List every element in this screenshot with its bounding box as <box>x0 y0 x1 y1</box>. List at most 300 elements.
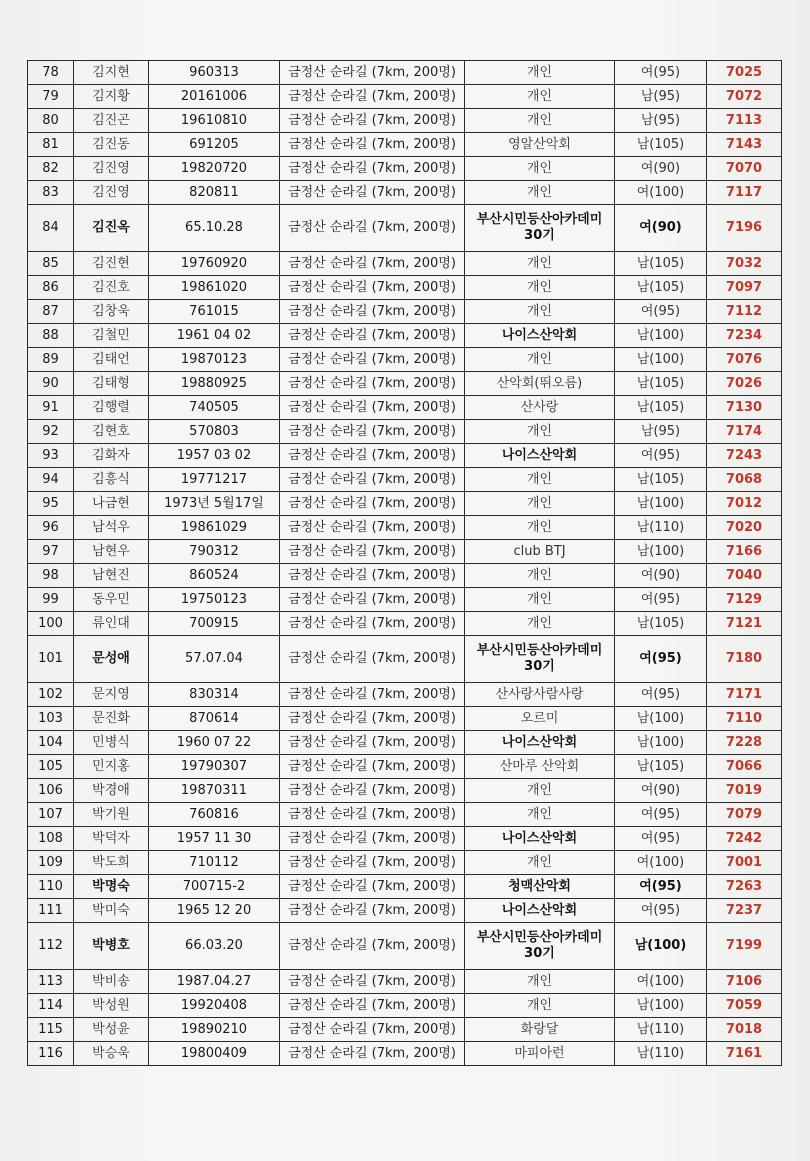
row-number: 107 <box>28 803 74 827</box>
club-name: 부산시민등산아카데미 30기 <box>465 923 615 970</box>
bib-number: 7019 <box>707 779 782 803</box>
birth-date: 19610810 <box>149 109 280 133</box>
table-row <box>28 779 782 803</box>
bib-number: 7243 <box>707 444 782 468</box>
shirt-size: 남(105) <box>615 755 707 779</box>
course-name: 금정산 순라길 (7km, 200명) <box>280 468 465 492</box>
row-number: 116 <box>28 1042 74 1066</box>
shirt-size: 여(95) <box>615 636 707 683</box>
row-number: 83 <box>28 181 74 205</box>
club-name: 개인 <box>465 803 615 827</box>
birth-date: 19790307 <box>149 755 280 779</box>
row-number: 98 <box>28 564 74 588</box>
table-row <box>28 396 782 420</box>
course-name: 금정산 순라길 (7km, 200명) <box>280 372 465 396</box>
course-name: 금정산 순라길 (7km, 200명) <box>280 444 465 468</box>
birth-date: 820811 <box>149 181 280 205</box>
table-row <box>28 205 782 252</box>
participant-name: 문진화 <box>74 707 149 731</box>
shirt-size: 여(100) <box>615 181 707 205</box>
club-name: 개인 <box>465 348 615 372</box>
participant-name: 김진현 <box>74 252 149 276</box>
course-name: 금정산 순라길 (7km, 200명) <box>280 827 465 851</box>
bib-number: 7079 <box>707 803 782 827</box>
participant-name: 김태형 <box>74 372 149 396</box>
table-row <box>28 564 782 588</box>
birth-date: 19870311 <box>149 779 280 803</box>
birth-date: 66.03.20 <box>149 923 280 970</box>
shirt-size: 여(95) <box>615 300 707 324</box>
row-number: 81 <box>28 133 74 157</box>
club-name: 개인 <box>465 851 615 875</box>
club-name: 나이스산악회 <box>465 731 615 755</box>
row-number: 91 <box>28 396 74 420</box>
shirt-size: 여(95) <box>615 803 707 827</box>
bib-number: 7001 <box>707 851 782 875</box>
table-row <box>28 252 782 276</box>
row-number: 110 <box>28 875 74 899</box>
shirt-size: 남(95) <box>615 109 707 133</box>
table-row <box>28 420 782 444</box>
bib-number: 7180 <box>707 636 782 683</box>
course-name: 금정산 순라길 (7km, 200명) <box>280 324 465 348</box>
table-row <box>28 1018 782 1042</box>
club-name: 개인 <box>465 420 615 444</box>
participant-name: 동우민 <box>74 588 149 612</box>
participant-name: 나금현 <box>74 492 149 516</box>
shirt-size: 남(100) <box>615 923 707 970</box>
table-row <box>28 994 782 1018</box>
birth-date: 19771217 <box>149 468 280 492</box>
bib-number: 7129 <box>707 588 782 612</box>
club-name: 산사랑 <box>465 396 615 420</box>
table-row <box>28 923 782 970</box>
table-row <box>28 133 782 157</box>
club-name: 개인 <box>465 157 615 181</box>
row-number: 114 <box>28 994 74 1018</box>
bib-number: 7196 <box>707 205 782 252</box>
bib-number: 7171 <box>707 683 782 707</box>
club-name: 개인 <box>465 564 615 588</box>
table-row <box>28 875 782 899</box>
table-row <box>28 636 782 683</box>
bib-number: 7199 <box>707 923 782 970</box>
club-name: 개인 <box>465 468 615 492</box>
shirt-size: 여(95) <box>615 875 707 899</box>
course-name: 금정산 순라길 (7km, 200명) <box>280 707 465 731</box>
club-name: 부산시민등산아카데미 30기 <box>465 205 615 252</box>
course-name: 금정산 순라길 (7km, 200명) <box>280 516 465 540</box>
shirt-size: 여(100) <box>615 851 707 875</box>
bib-number: 7018 <box>707 1018 782 1042</box>
participant-name: 김현호 <box>74 420 149 444</box>
course-name: 금정산 순라길 (7km, 200명) <box>280 492 465 516</box>
bib-number: 7166 <box>707 540 782 564</box>
row-number: 103 <box>28 707 74 731</box>
shirt-size: 남(100) <box>615 324 707 348</box>
club-name: 나이스산악회 <box>465 324 615 348</box>
participant-name: 박미숙 <box>74 899 149 923</box>
shirt-size: 남(105) <box>615 276 707 300</box>
row-number: 90 <box>28 372 74 396</box>
club-name: 개인 <box>465 252 615 276</box>
participant-name: 박기원 <box>74 803 149 827</box>
birth-date: 57.07.04 <box>149 636 280 683</box>
participant-name: 김진영 <box>74 181 149 205</box>
course-name: 금정산 순라길 (7km, 200명) <box>280 396 465 420</box>
birth-date: 19760920 <box>149 252 280 276</box>
bib-number: 7012 <box>707 492 782 516</box>
bib-number: 7263 <box>707 875 782 899</box>
club-name: 나이스산악회 <box>465 827 615 851</box>
course-name: 금정산 순라길 (7km, 200명) <box>280 85 465 109</box>
row-number: 78 <box>28 61 74 85</box>
club-name: 개인 <box>465 588 615 612</box>
participant-table-body <box>28 61 782 1066</box>
club-name: 개인 <box>465 994 615 1018</box>
row-number: 113 <box>28 970 74 994</box>
row-number: 88 <box>28 324 74 348</box>
birth-date: 1973년 5월17일 <box>149 492 280 516</box>
bib-number: 7066 <box>707 755 782 779</box>
table-row <box>28 707 782 731</box>
shirt-size: 여(90) <box>615 205 707 252</box>
participant-name: 김진옥 <box>74 205 149 252</box>
table-row <box>28 612 782 636</box>
course-name: 금정산 순라길 (7km, 200명) <box>280 588 465 612</box>
course-name: 금정산 순라길 (7km, 200명) <box>280 181 465 205</box>
shirt-size: 남(110) <box>615 1018 707 1042</box>
table-row <box>28 803 782 827</box>
row-number: 92 <box>28 420 74 444</box>
course-name: 금정산 순라길 (7km, 200명) <box>280 564 465 588</box>
club-name: 나이스산악회 <box>465 444 615 468</box>
birth-date: 19750123 <box>149 588 280 612</box>
course-name: 금정산 순라길 (7km, 200명) <box>280 540 465 564</box>
bib-number: 7110 <box>707 707 782 731</box>
club-name: 산사랑사람사랑 <box>465 683 615 707</box>
birth-date: 20161006 <box>149 85 280 109</box>
bib-number: 7130 <box>707 396 782 420</box>
course-name: 금정산 순라길 (7km, 200명) <box>280 923 465 970</box>
club-name: 개인 <box>465 779 615 803</box>
table-row <box>28 300 782 324</box>
course-name: 금정산 순라길 (7km, 200명) <box>280 731 465 755</box>
club-name: 개인 <box>465 61 615 85</box>
shirt-size: 남(100) <box>615 348 707 372</box>
shirt-size: 여(95) <box>615 827 707 851</box>
birth-date: 19861020 <box>149 276 280 300</box>
participant-name: 김진호 <box>74 276 149 300</box>
birth-date: 19800409 <box>149 1042 280 1066</box>
club-name: 개인 <box>465 970 615 994</box>
shirt-size: 남(95) <box>615 85 707 109</box>
table-row <box>28 683 782 707</box>
birth-date: 19861029 <box>149 516 280 540</box>
course-name: 금정산 순라길 (7km, 200명) <box>280 970 465 994</box>
row-number: 109 <box>28 851 74 875</box>
shirt-size: 남(95) <box>615 420 707 444</box>
course-name: 금정산 순라길 (7km, 200명) <box>280 109 465 133</box>
course-name: 금정산 순라길 (7km, 200명) <box>280 683 465 707</box>
birth-date: 700715-2 <box>149 875 280 899</box>
course-name: 금정산 순라길 (7km, 200명) <box>280 803 465 827</box>
course-name: 금정산 순라길 (7km, 200명) <box>280 157 465 181</box>
participant-name: 김철민 <box>74 324 149 348</box>
course-name: 금정산 순라길 (7km, 200명) <box>280 899 465 923</box>
participant-name: 민병식 <box>74 731 149 755</box>
participant-name: 박성윤 <box>74 1018 149 1042</box>
participant-name: 김진동 <box>74 133 149 157</box>
row-number: 82 <box>28 157 74 181</box>
row-number: 87 <box>28 300 74 324</box>
table-row <box>28 516 782 540</box>
participant-name: 박성원 <box>74 994 149 1018</box>
course-name: 금정산 순라길 (7km, 200명) <box>280 300 465 324</box>
bib-number: 7025 <box>707 61 782 85</box>
club-name: 산악회(뛰오름) <box>465 372 615 396</box>
club-name: 영알산악회 <box>465 133 615 157</box>
row-number: 86 <box>28 276 74 300</box>
birth-date: 830314 <box>149 683 280 707</box>
course-name: 금정산 순라길 (7km, 200명) <box>280 994 465 1018</box>
shirt-size: 여(90) <box>615 564 707 588</box>
bib-number: 7121 <box>707 612 782 636</box>
bib-number: 7032 <box>707 252 782 276</box>
bib-number: 7161 <box>707 1042 782 1066</box>
course-name: 금정산 순라길 (7km, 200명) <box>280 420 465 444</box>
course-name: 금정산 순라길 (7km, 200명) <box>280 755 465 779</box>
row-number: 111 <box>28 899 74 923</box>
row-number: 95 <box>28 492 74 516</box>
bib-number: 7174 <box>707 420 782 444</box>
bib-number: 7242 <box>707 827 782 851</box>
course-name: 금정산 순라길 (7km, 200명) <box>280 276 465 300</box>
birth-date: 1957 03 02 <box>149 444 280 468</box>
club-name: 청맥산악회 <box>465 875 615 899</box>
birth-date: 1965 12 20 <box>149 899 280 923</box>
row-number: 112 <box>28 923 74 970</box>
course-name: 금정산 순라길 (7km, 200명) <box>280 851 465 875</box>
birth-date: 19880925 <box>149 372 280 396</box>
shirt-size: 여(95) <box>615 444 707 468</box>
birth-date: 691205 <box>149 133 280 157</box>
participant-table <box>27 60 782 1066</box>
table-row <box>28 540 782 564</box>
row-number: 94 <box>28 468 74 492</box>
participant-name: 남현우 <box>74 540 149 564</box>
participant-name: 김진영 <box>74 157 149 181</box>
table-row <box>28 157 782 181</box>
club-name: 개인 <box>465 109 615 133</box>
row-number: 79 <box>28 85 74 109</box>
bib-number: 7072 <box>707 85 782 109</box>
table-row <box>28 444 782 468</box>
row-number: 85 <box>28 252 74 276</box>
participant-name: 박명숙 <box>74 875 149 899</box>
participant-name: 김태언 <box>74 348 149 372</box>
table-row <box>28 324 782 348</box>
table-row <box>28 899 782 923</box>
bib-number: 7112 <box>707 300 782 324</box>
participant-name: 김지황 <box>74 85 149 109</box>
table-row <box>28 731 782 755</box>
birth-date: 761015 <box>149 300 280 324</box>
shirt-size: 여(95) <box>615 899 707 923</box>
participant-name: 남석우 <box>74 516 149 540</box>
club-name: 산마루 산악회 <box>465 755 615 779</box>
participant-name: 김진곤 <box>74 109 149 133</box>
row-number: 108 <box>28 827 74 851</box>
participant-name: 문성애 <box>74 636 149 683</box>
club-name: 개인 <box>465 181 615 205</box>
shirt-size: 남(110) <box>615 516 707 540</box>
table-row <box>28 755 782 779</box>
row-number: 84 <box>28 205 74 252</box>
shirt-size: 남(100) <box>615 994 707 1018</box>
birth-date: 870614 <box>149 707 280 731</box>
course-name: 금정산 순라길 (7km, 200명) <box>280 1042 465 1066</box>
shirt-size: 여(100) <box>615 970 707 994</box>
birth-date: 570803 <box>149 420 280 444</box>
shirt-size: 여(95) <box>615 588 707 612</box>
shirt-size: 남(110) <box>615 1042 707 1066</box>
birth-date: 19890210 <box>149 1018 280 1042</box>
table-row <box>28 1042 782 1066</box>
participant-name: 남현진 <box>74 564 149 588</box>
participant-name: 박병호 <box>74 923 149 970</box>
participant-name: 김흥식 <box>74 468 149 492</box>
club-name: 나이스산악회 <box>465 899 615 923</box>
table-row <box>28 276 782 300</box>
club-name: 개인 <box>465 612 615 636</box>
birth-date: 1987.04.27 <box>149 970 280 994</box>
course-name: 금정산 순라길 (7km, 200명) <box>280 779 465 803</box>
row-number: 93 <box>28 444 74 468</box>
bib-number: 7234 <box>707 324 782 348</box>
participant-name: 류인대 <box>74 612 149 636</box>
shirt-size: 여(95) <box>615 683 707 707</box>
course-name: 금정산 순라길 (7km, 200명) <box>280 205 465 252</box>
row-number: 105 <box>28 755 74 779</box>
shirt-size: 남(105) <box>615 133 707 157</box>
table-row <box>28 181 782 205</box>
club-name: 개인 <box>465 85 615 109</box>
shirt-size: 남(100) <box>615 540 707 564</box>
course-name: 금정산 순라길 (7km, 200명) <box>280 1018 465 1042</box>
row-number: 89 <box>28 348 74 372</box>
row-number: 96 <box>28 516 74 540</box>
table-row <box>28 372 782 396</box>
birth-date: 700915 <box>149 612 280 636</box>
table-row <box>28 61 782 85</box>
bib-number: 7106 <box>707 970 782 994</box>
row-number: 99 <box>28 588 74 612</box>
birth-date: 710112 <box>149 851 280 875</box>
participant-name: 박승욱 <box>74 1042 149 1066</box>
course-name: 금정산 순라길 (7km, 200명) <box>280 348 465 372</box>
bib-number: 7113 <box>707 109 782 133</box>
bib-number: 7237 <box>707 899 782 923</box>
birth-date: 1961 04 02 <box>149 324 280 348</box>
shirt-size: 남(105) <box>615 372 707 396</box>
participant-name: 김화자 <box>74 444 149 468</box>
table-row <box>28 85 782 109</box>
bib-number: 7026 <box>707 372 782 396</box>
participant-name: 문지영 <box>74 683 149 707</box>
shirt-size: 남(100) <box>615 731 707 755</box>
table-row <box>28 588 782 612</box>
shirt-size: 남(100) <box>615 707 707 731</box>
club-name: club BTJ <box>465 540 615 564</box>
table-row <box>28 468 782 492</box>
table-row <box>28 970 782 994</box>
birth-date: 790312 <box>149 540 280 564</box>
club-name: 화랑달 <box>465 1018 615 1042</box>
birth-date: 760816 <box>149 803 280 827</box>
participant-name: 박경애 <box>74 779 149 803</box>
bib-number: 7070 <box>707 157 782 181</box>
bib-number: 7040 <box>707 564 782 588</box>
table-row <box>28 109 782 133</box>
club-name: 개인 <box>465 516 615 540</box>
participant-name: 박비송 <box>74 970 149 994</box>
bib-number: 7143 <box>707 133 782 157</box>
bib-number: 7068 <box>707 468 782 492</box>
shirt-size: 남(105) <box>615 468 707 492</box>
shirt-size: 남(100) <box>615 492 707 516</box>
birth-date: 19870123 <box>149 348 280 372</box>
row-number: 100 <box>28 612 74 636</box>
club-name: 오르미 <box>465 707 615 731</box>
birth-date: 960313 <box>149 61 280 85</box>
row-number: 102 <box>28 683 74 707</box>
shirt-size: 여(95) <box>615 61 707 85</box>
row-number: 80 <box>28 109 74 133</box>
birth-date: 1960 07 22 <box>149 731 280 755</box>
birth-date: 740505 <box>149 396 280 420</box>
participant-name: 김행렬 <box>74 396 149 420</box>
club-name: 마피아런 <box>465 1042 615 1066</box>
participant-name: 박덕자 <box>74 827 149 851</box>
shirt-size: 여(90) <box>615 157 707 181</box>
bib-number: 7097 <box>707 276 782 300</box>
participant-name: 민지홍 <box>74 755 149 779</box>
row-number: 104 <box>28 731 74 755</box>
participant-name: 김창욱 <box>74 300 149 324</box>
table-row <box>28 827 782 851</box>
shirt-size: 여(90) <box>615 779 707 803</box>
course-name: 금정산 순라길 (7km, 200명) <box>280 61 465 85</box>
shirt-size: 남(105) <box>615 396 707 420</box>
course-name: 금정산 순라길 (7km, 200명) <box>280 875 465 899</box>
course-name: 금정산 순라길 (7km, 200명) <box>280 636 465 683</box>
birth-date: 65.10.28 <box>149 205 280 252</box>
club-name: 개인 <box>465 276 615 300</box>
table-row <box>28 492 782 516</box>
row-number: 97 <box>28 540 74 564</box>
bib-number: 7059 <box>707 994 782 1018</box>
participant-name: 김지현 <box>74 61 149 85</box>
club-name: 개인 <box>465 300 615 324</box>
bib-number: 7020 <box>707 516 782 540</box>
shirt-size: 남(105) <box>615 252 707 276</box>
row-number: 115 <box>28 1018 74 1042</box>
birth-date: 19920408 <box>149 994 280 1018</box>
table-row <box>28 348 782 372</box>
shirt-size: 남(105) <box>615 612 707 636</box>
club-name: 부산시민등산아카데미 30기 <box>465 636 615 683</box>
